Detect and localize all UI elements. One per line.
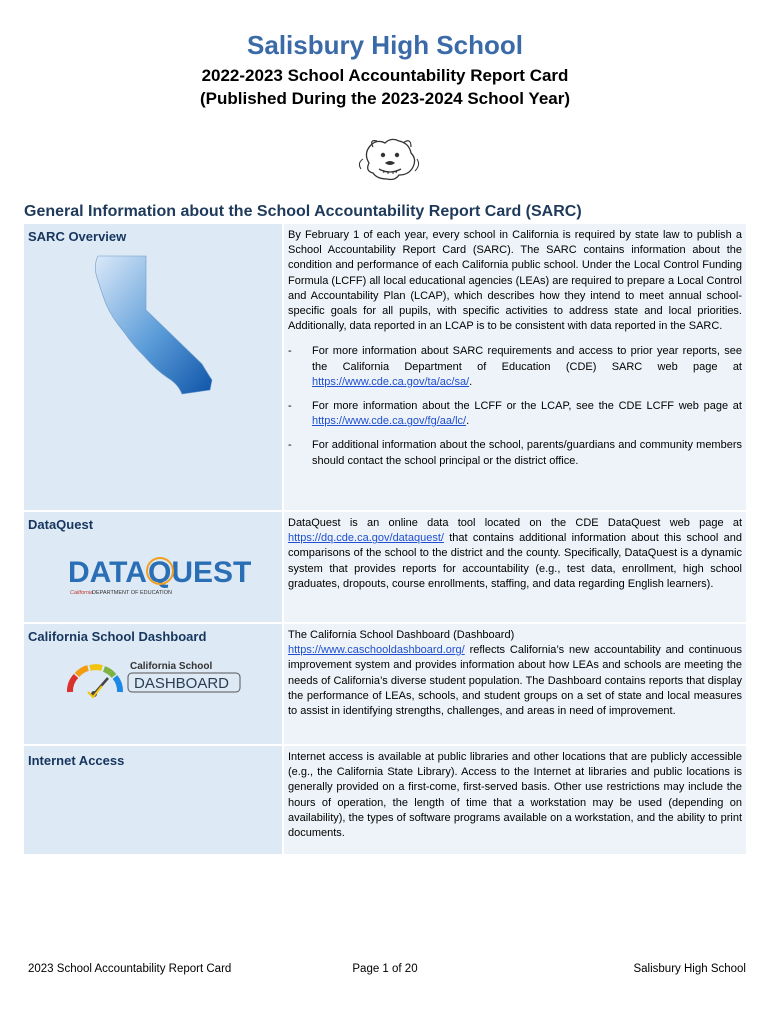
bullet-text: For additional information about the school, parents/guardians and community members should contact the school principal or the district office. [312,439,742,467]
list-item [288,438,742,468]
dataquest-text: DataQuest is an online data tool located on the CDE DataQuest web page at [288,517,742,529]
dataquest-logo-dept: DEPARTMENT OF EDUCATION [92,590,172,596]
bulldog-mascot-icon [355,133,423,183]
bullet-text-end: . [466,415,470,428]
dashboard-logo-bottom: DASHBOARD [134,675,230,692]
sarc-bullet-list [288,344,742,468]
label-cell [24,224,282,510]
dataquest-logo-word2: QUEST [148,556,252,589]
footer-page-number: Page 1 of 20 [352,963,418,975]
dashboard-text: The California School Dashboard (Dashboard) [288,629,515,641]
row-label-dashboard: California School Dashboard [28,629,207,644]
label-cell [24,512,282,622]
dashboard-text-end: reflects California’s new accountability and continuous improvement system and provides information about how LEAs and schools are meeting the needs of California’s diverse student population. The Dashboard contains reports that display the performance of LEAs, schools, and student groups on a set of state and local measures to assist in identifying strengths, challenges, and areas in need of improvement. [288,644,742,718]
dataquest-logo [68,550,252,598]
dataquest-logo-cal: California [70,590,94,596]
footer-report-name: 2023 School Accountability Report Card [28,963,232,975]
bullet-dash: - [288,400,292,413]
label-cell [24,624,282,744]
section-heading: General Information about the School Accountability Report Card (SARC) [24,203,582,220]
bullet-dash: - [288,345,292,358]
internet-access-text: Internet access is available at public libraries and other locations that are publicly accessible (e.g., the California State Library). Access to the Internet at libraries and public locations is generally provided on a first-come, first-served basis. Other use restrictions may include the hours of operation, the length of time that a workstation may be used (depending on availability), the types of software programs available on a workstation, and the ability to print documents. [288,751,742,840]
row-label-dataquest: DataQuest [28,517,94,532]
bullet-text: For more information about the LCFF or the LCAP, see the CDE LCFF web page at [312,400,742,413]
cde-lcff-link[interactable]: https://www.cde.ca.gov/fg/aa/lc/ [312,415,467,428]
list-item [288,344,742,390]
dashboard-logo-top: California School [130,661,213,672]
school-dashboard-logo [64,652,244,700]
content-cell [284,746,746,854]
row-label-sarc-overview: SARC Overview [28,229,127,244]
sarc-info-table [24,224,746,856]
table-row [24,224,746,512]
table-row [24,512,746,624]
school-title: Salisbury High School [247,30,523,60]
california-map-icon [84,252,224,402]
report-title: 2022-2023 School Accountability Report Card [201,66,569,85]
bullet-dash: - [288,439,292,452]
content-cell [284,624,746,744]
table-row [24,624,746,746]
sarc-overview-paragraph: By February 1 of each year, every school in California is required by state law to publish a School Accountability Report Card (SARC). The SARC contains information about the condition and performance of each California public school. Under the Local Control Funding Formula (LCFF) all local educational agencies (LEAs) are required to prepare a Local Control and Accountability Plan (LCAP), which describes how they intend to meet annual school-specific goals for all pupils, with specific activities to address state and local priorities. Additionally, data reported in an LCAP is to be consistent with data reported in the SARC. [288,229,742,333]
bullet-text: For more information about SARC requirements and access to prior year reports, see the California Department of Education (CDE) SARC web page at [312,345,742,373]
footer-school-name: Salisbury High School [633,963,746,975]
report-subtitle: (Published During the 2023-2024 School Year) [199,89,571,108]
dataquest-text-end: that contains additional information about this school and comparisons of the school to the district and the county. Specifically, DataQuest is a dynamic system that provides reports for accountability (e.g., test data, enrollment, high school graduates, dropouts, course enrollments, staffing, and data regarding English learners). [288,532,742,590]
table-row [24,746,746,856]
content-cell [284,224,746,510]
bullet-text-end: . [469,375,473,388]
list-item [288,399,742,429]
dashboard-link[interactable]: https://www.caschooldashboard.org/ [288,644,465,657]
dataquest-link[interactable]: https://dq.cde.ca.gov/dataquest/ [288,532,444,545]
row-label-internet-access: Internet Access [28,753,125,768]
label-cell [24,746,282,854]
dataquest-logo-word1: DATA [68,556,147,589]
content-cell [284,512,746,622]
cde-sarc-link[interactable]: https://www.cde.ca.gov/ta/ac/sa/ [312,375,470,388]
